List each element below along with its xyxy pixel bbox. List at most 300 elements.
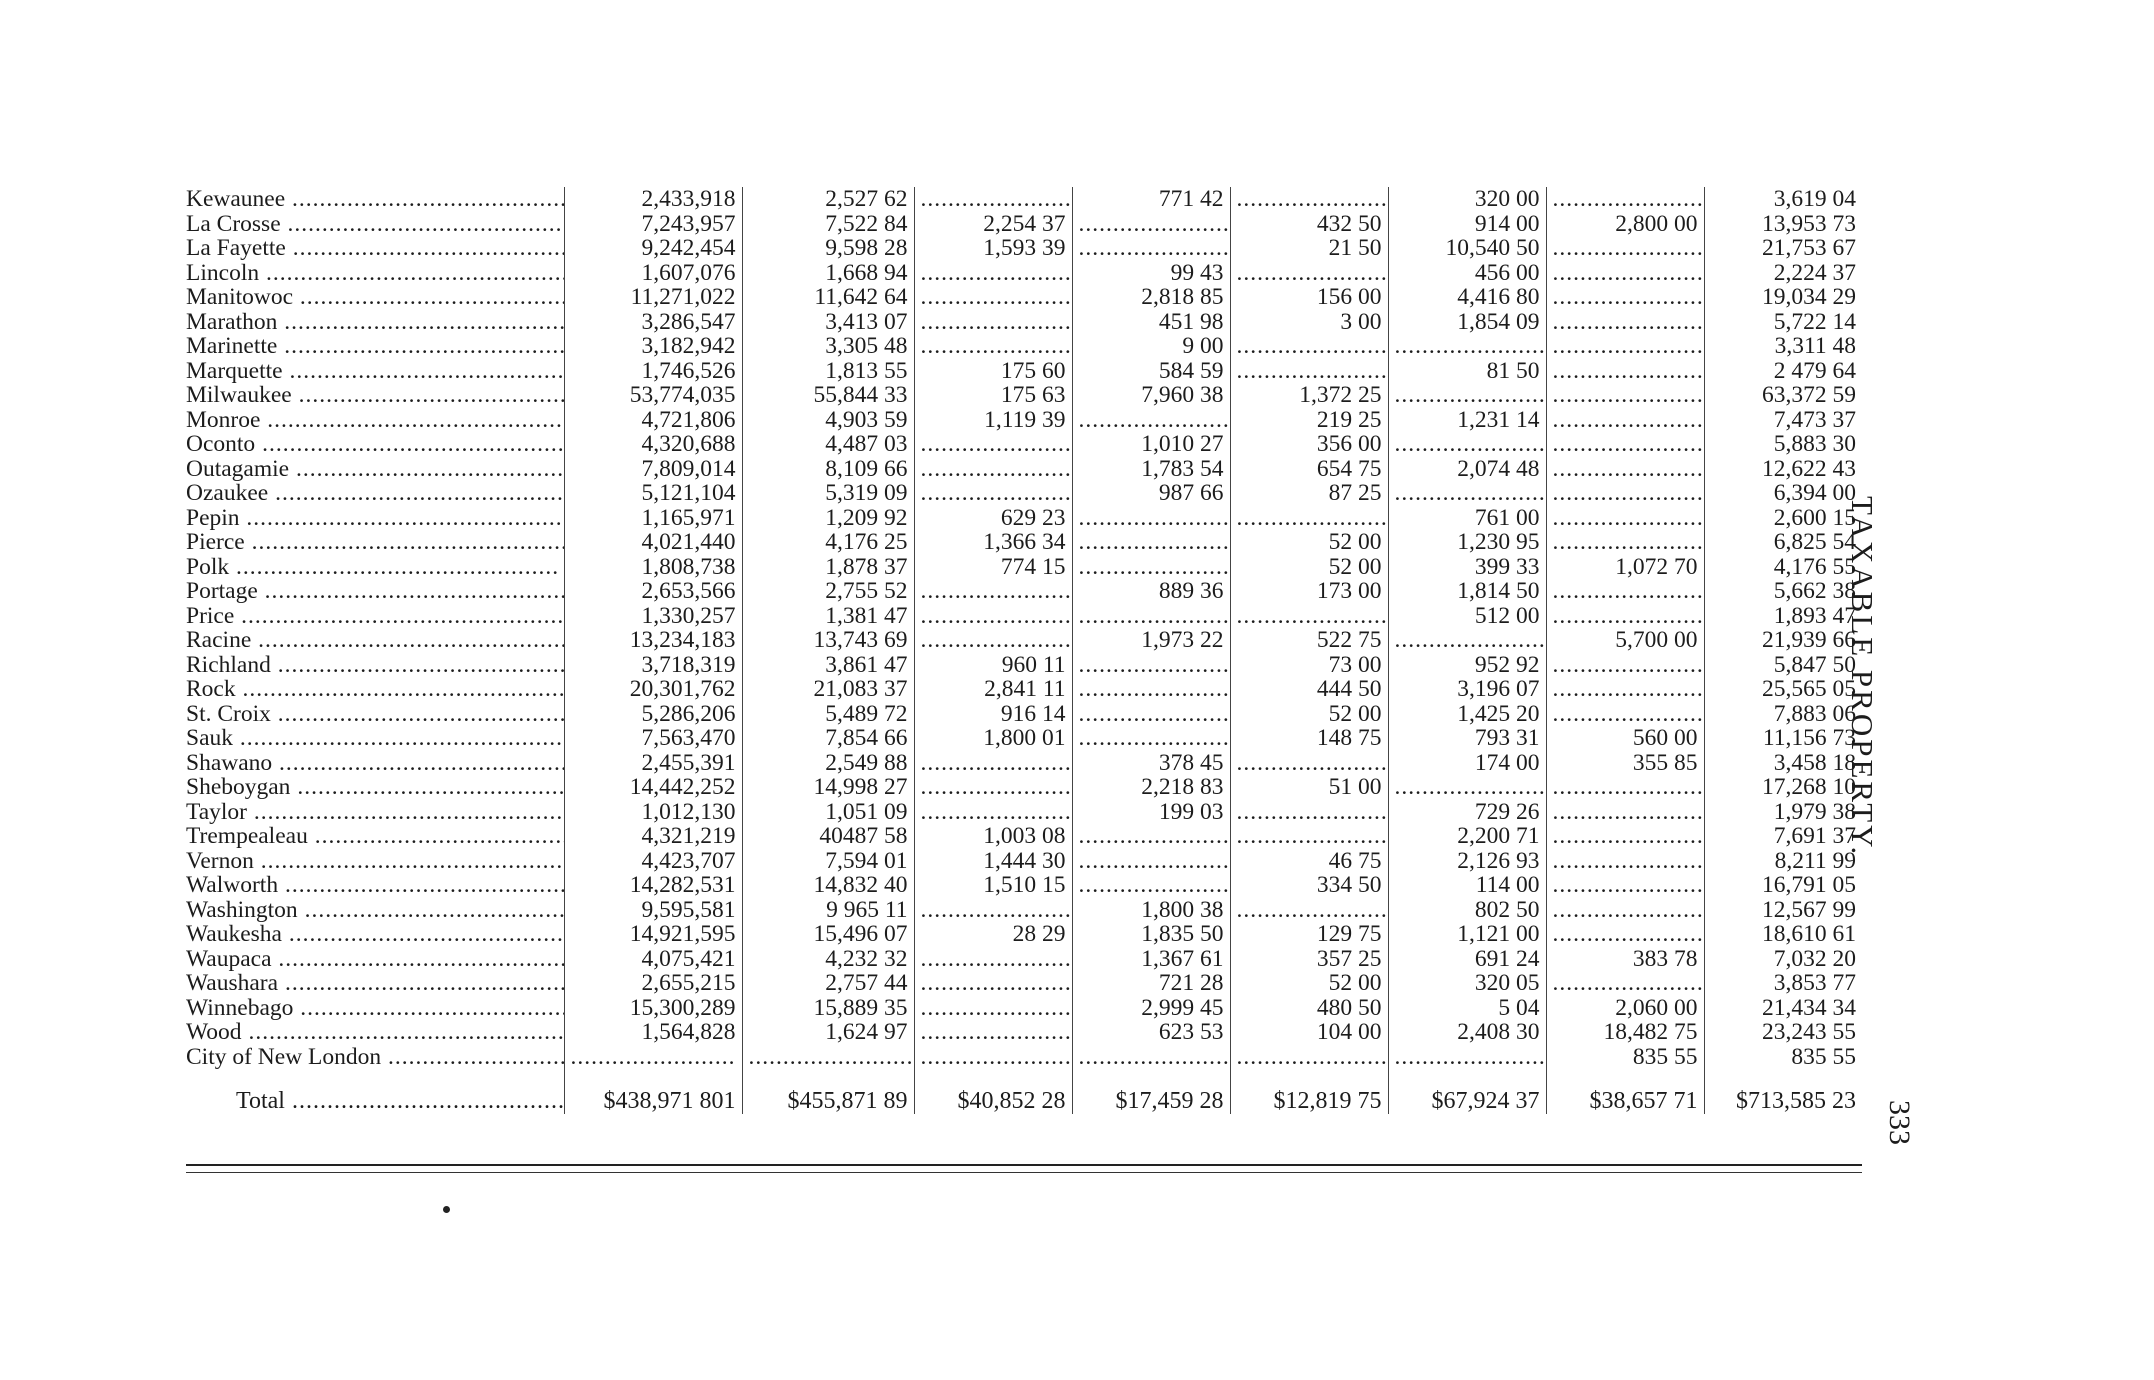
value-col-3 <box>914 800 1072 825</box>
value-col-1: 7,563,470 <box>564 726 742 751</box>
county-name: Waukesha ..... <box>186 922 564 947</box>
value-col-6 <box>1388 383 1546 408</box>
value-col-6: 2,074 48 <box>1388 457 1546 482</box>
value-col-1: 3,182,942 <box>564 334 742 359</box>
value-col-5: 432 50 <box>1230 212 1388 237</box>
value-col-3: 960 11 <box>914 653 1072 678</box>
value-col-4: 7,960 38 <box>1072 383 1230 408</box>
value-col-4: 771 42 <box>1072 187 1230 212</box>
value-col-1: 53,774,035 <box>564 383 742 408</box>
table-row <box>186 457 1862 482</box>
value-col-1: 3,718,319 <box>564 653 742 678</box>
table-row <box>186 481 1862 506</box>
value-col-2 <box>742 1045 914 1070</box>
value-col-2: 55,844 33 <box>742 383 914 408</box>
value-col-5: 52 00 <box>1230 702 1388 727</box>
value-col-3 <box>914 775 1072 800</box>
value-col-6: 174 00 <box>1388 751 1546 776</box>
value-col-2: 3,413 07 <box>742 310 914 335</box>
table-row <box>186 408 1862 433</box>
value-col-1: 2,655,215 <box>564 971 742 996</box>
table-row <box>186 849 1862 874</box>
table-row <box>186 653 1862 678</box>
value-col-6: 1,854 09 <box>1388 310 1546 335</box>
county-name: Racine ..... <box>186 628 564 653</box>
table-row <box>186 334 1862 359</box>
value-col-3: 1,003 08 <box>914 824 1072 849</box>
value-col-8: 7,473 37 <box>1704 408 1862 433</box>
value-col-2: 14,832 40 <box>742 873 914 898</box>
value-col-4: 1,783 54 <box>1072 457 1230 482</box>
table-row <box>186 261 1862 286</box>
value-col-6: 512 00 <box>1388 604 1546 629</box>
value-col-2: 9,598 28 <box>742 236 914 261</box>
value-col-6: 2,126 93 <box>1388 849 1546 874</box>
table-row <box>186 579 1862 604</box>
value-col-7 <box>1546 579 1704 604</box>
value-col-5: 480 50 <box>1230 996 1388 1021</box>
value-col-8: 17,268 10 <box>1704 775 1862 800</box>
value-col-6 <box>1388 432 1546 457</box>
value-col-5 <box>1230 334 1388 359</box>
value-col-5 <box>1230 187 1388 212</box>
table-row <box>186 898 1862 923</box>
value-col-6 <box>1388 628 1546 653</box>
value-col-2: 1,381 47 <box>742 604 914 629</box>
value-col-6: 691 24 <box>1388 947 1546 972</box>
value-col-2: 2,755 52 <box>742 579 914 604</box>
value-col-2: 9 965 11 <box>742 898 914 923</box>
value-col-3: 1,119 39 <box>914 408 1072 433</box>
value-col-7 <box>1546 310 1704 335</box>
value-col-5 <box>1230 751 1388 776</box>
county-name: Oconto ..... <box>186 432 564 457</box>
county-name: Vernon ..... <box>186 849 564 874</box>
taxable-property-table <box>186 187 1862 1114</box>
value-col-1: 1,012,130 <box>564 800 742 825</box>
value-col-8: 16,791 05 <box>1704 873 1862 898</box>
table-row <box>186 530 1862 555</box>
value-col-5: 52 00 <box>1230 971 1388 996</box>
value-col-2: 5,489 72 <box>742 702 914 727</box>
table-row <box>186 555 1862 580</box>
table-row <box>186 285 1862 310</box>
value-col-2: 40487 58 <box>742 824 914 849</box>
table-row <box>186 824 1862 849</box>
county-name: Pepin ..... <box>186 506 564 531</box>
value-col-1: 2,455,391 <box>564 751 742 776</box>
total-label: Total ..... <box>186 1069 564 1114</box>
county-name: La Crosse ..... <box>186 212 564 237</box>
county-name: Washington ..... <box>186 898 564 923</box>
value-col-8: 835 55 <box>1704 1045 1862 1070</box>
value-col-4 <box>1072 702 1230 727</box>
value-col-8: 63,372 59 <box>1704 383 1862 408</box>
value-col-2: 3,305 48 <box>742 334 914 359</box>
value-col-4: 451 98 <box>1072 310 1230 335</box>
value-col-3: 1,510 15 <box>914 873 1072 898</box>
value-col-1: 4,423,707 <box>564 849 742 874</box>
value-col-4: 2,999 45 <box>1072 996 1230 1021</box>
value-col-8: 11,156 73 <box>1704 726 1862 751</box>
county-name: Polk ..... <box>186 555 564 580</box>
value-col-1: 4,021,440 <box>564 530 742 555</box>
value-col-3 <box>914 481 1072 506</box>
table-row <box>186 187 1862 212</box>
county-name: Waupaca ..... <box>186 947 564 972</box>
value-col-4: 1,367 61 <box>1072 947 1230 972</box>
value-col-6: 729 26 <box>1388 800 1546 825</box>
value-col-1: 7,809,014 <box>564 457 742 482</box>
value-col-8: 4,176 55 <box>1704 555 1862 580</box>
value-col-3 <box>914 261 1072 286</box>
value-col-1: 14,282,531 <box>564 873 742 898</box>
value-col-3 <box>914 334 1072 359</box>
bottom-rule <box>186 1164 1862 1166</box>
value-col-5 <box>1230 824 1388 849</box>
value-col-6: 1,121 00 <box>1388 922 1546 947</box>
value-col-2: 14,998 27 <box>742 775 914 800</box>
value-col-6: 320 05 <box>1388 971 1546 996</box>
value-col-5 <box>1230 800 1388 825</box>
value-col-6: 793 31 <box>1388 726 1546 751</box>
value-col-4: 2,218 83 <box>1072 775 1230 800</box>
value-col-1: 11,271,022 <box>564 285 742 310</box>
value-col-3 <box>914 432 1072 457</box>
value-col-3 <box>914 996 1072 1021</box>
value-col-2: 4,903 59 <box>742 408 914 433</box>
total-row <box>186 1069 1862 1114</box>
value-col-5: 52 00 <box>1230 555 1388 580</box>
value-col-6: 1,231 14 <box>1388 408 1546 433</box>
value-col-6 <box>1388 481 1546 506</box>
value-col-6: 952 92 <box>1388 653 1546 678</box>
value-col-1: 1,607,076 <box>564 261 742 286</box>
value-col-1: 7,243,957 <box>564 212 742 237</box>
value-col-4: 721 28 <box>1072 971 1230 996</box>
value-col-1: 9,242,454 <box>564 236 742 261</box>
value-col-3 <box>914 1045 1072 1070</box>
county-name: Taylor ..... <box>186 800 564 825</box>
value-col-6 <box>1388 1045 1546 1070</box>
table-row <box>186 1020 1862 1045</box>
value-col-5 <box>1230 261 1388 286</box>
county-name: Rock ..... <box>186 677 564 702</box>
value-col-2: 4,487 03 <box>742 432 914 457</box>
value-col-7 <box>1546 824 1704 849</box>
value-col-1: 4,075,421 <box>564 947 742 972</box>
value-col-6: 456 00 <box>1388 261 1546 286</box>
value-col-6: 114 00 <box>1388 873 1546 898</box>
value-col-6: 10,540 50 <box>1388 236 1546 261</box>
value-col-8: 12,622 43 <box>1704 457 1862 482</box>
value-col-8: $713,585 23 <box>1704 1069 1862 1114</box>
value-col-2: 1,051 09 <box>742 800 914 825</box>
value-col-4: 1,835 50 <box>1072 922 1230 947</box>
value-col-3: 2,254 37 <box>914 212 1072 237</box>
value-col-2: 4,176 25 <box>742 530 914 555</box>
value-col-8: 3,458 18 <box>1704 751 1862 776</box>
value-col-1: 5,286,206 <box>564 702 742 727</box>
value-col-3 <box>914 310 1072 335</box>
value-col-3: 1,800 01 <box>914 726 1072 751</box>
value-col-3: 1,593 39 <box>914 236 1072 261</box>
value-col-7 <box>1546 187 1704 212</box>
value-col-3: 774 15 <box>914 555 1072 580</box>
value-col-7 <box>1546 383 1704 408</box>
value-col-7: 1,072 70 <box>1546 555 1704 580</box>
table-row <box>186 310 1862 335</box>
county-name: Shawano ..... <box>186 751 564 776</box>
value-col-4 <box>1072 653 1230 678</box>
value-col-8: 3,619 04 <box>1704 187 1862 212</box>
value-col-8: 21,939 66 <box>1704 628 1862 653</box>
county-name: Trempealeau ..... <box>186 824 564 849</box>
table-row <box>186 775 1862 800</box>
value-col-8: 7,032 20 <box>1704 947 1862 972</box>
table-row <box>186 873 1862 898</box>
value-col-4: 623 53 <box>1072 1020 1230 1045</box>
value-col-7 <box>1546 922 1704 947</box>
value-col-8: 7,691 37 <box>1704 824 1862 849</box>
value-col-8: 5,722 14 <box>1704 310 1862 335</box>
value-col-3 <box>914 947 1072 972</box>
value-col-3 <box>914 579 1072 604</box>
value-col-3: 916 14 <box>914 702 1072 727</box>
value-col-4 <box>1072 555 1230 580</box>
value-col-6: 2,200 71 <box>1388 824 1546 849</box>
value-col-2: 7,594 01 <box>742 849 914 874</box>
value-col-7 <box>1546 261 1704 286</box>
value-col-8: 1,979 38 <box>1704 800 1862 825</box>
table-row <box>186 800 1862 825</box>
value-col-4: 2,818 85 <box>1072 285 1230 310</box>
value-col-3: 1,366 34 <box>914 530 1072 555</box>
value-col-5: 104 00 <box>1230 1020 1388 1045</box>
value-col-6: 1,814 50 <box>1388 579 1546 604</box>
value-col-8: 19,034 29 <box>1704 285 1862 310</box>
table-row <box>186 751 1862 776</box>
county-name: Ozaukee ..... <box>186 481 564 506</box>
value-col-7 <box>1546 775 1704 800</box>
value-col-7: 2,060 00 <box>1546 996 1704 1021</box>
value-col-3: $40,852 28 <box>914 1069 1072 1114</box>
value-col-8: 3,311 48 <box>1704 334 1862 359</box>
value-col-3 <box>914 971 1072 996</box>
value-col-3 <box>914 628 1072 653</box>
value-col-5: 46 75 <box>1230 849 1388 874</box>
table-row <box>186 971 1862 996</box>
value-col-4 <box>1072 824 1230 849</box>
value-col-4 <box>1072 530 1230 555</box>
value-col-7 <box>1546 898 1704 923</box>
value-col-5: 129 75 <box>1230 922 1388 947</box>
value-col-5: 356 00 <box>1230 432 1388 457</box>
county-name: Wood ..... <box>186 1020 564 1045</box>
county-name: Sheboygan ..... <box>186 775 564 800</box>
value-col-8: 6,394 00 <box>1704 481 1862 506</box>
value-col-4 <box>1072 604 1230 629</box>
table-row <box>186 604 1862 629</box>
value-col-7 <box>1546 481 1704 506</box>
table-body <box>186 187 1862 1114</box>
value-col-5: 654 75 <box>1230 457 1388 482</box>
value-col-1: 1,330,257 <box>564 604 742 629</box>
table-row <box>186 677 1862 702</box>
county-name: Waushara ..... <box>186 971 564 996</box>
table-row <box>186 383 1862 408</box>
value-col-2: 8,109 66 <box>742 457 914 482</box>
value-col-2: 4,232 32 <box>742 947 914 972</box>
value-col-7: 18,482 75 <box>1546 1020 1704 1045</box>
value-col-6: 5 04 <box>1388 996 1546 1021</box>
running-head: TAXABLE PROPERTY. <box>1845 496 1880 858</box>
value-col-5: 444 50 <box>1230 677 1388 702</box>
value-col-1: 4,321,219 <box>564 824 742 849</box>
value-col-7 <box>1546 408 1704 433</box>
value-col-5: 156 00 <box>1230 285 1388 310</box>
value-col-6: 1,230 95 <box>1388 530 1546 555</box>
value-col-3 <box>914 187 1072 212</box>
value-col-2: 1,668 94 <box>742 261 914 286</box>
value-col-3: 629 23 <box>914 506 1072 531</box>
county-name: Milwaukee ..... <box>186 383 564 408</box>
county-name: Price ..... <box>186 604 564 629</box>
value-col-5: 3 00 <box>1230 310 1388 335</box>
value-col-7 <box>1546 873 1704 898</box>
value-col-5: 173 00 <box>1230 579 1388 604</box>
value-col-1 <box>564 1045 742 1070</box>
county-name: Marinette ..... <box>186 334 564 359</box>
value-col-4: 9 00 <box>1072 334 1230 359</box>
value-col-5 <box>1230 604 1388 629</box>
value-col-3 <box>914 751 1072 776</box>
value-col-8: 13,953 73 <box>1704 212 1862 237</box>
value-col-7 <box>1546 457 1704 482</box>
county-name: Winnebago ..... <box>186 996 564 1021</box>
value-col-2: 3,861 47 <box>742 653 914 678</box>
value-col-6 <box>1388 775 1546 800</box>
value-col-5: 357 25 <box>1230 947 1388 972</box>
value-col-1: 1,564,828 <box>564 1020 742 1045</box>
value-col-5: 522 75 <box>1230 628 1388 653</box>
ink-speck <box>443 1206 450 1213</box>
value-col-7 <box>1546 506 1704 531</box>
table-row <box>186 1045 1862 1070</box>
value-col-7: 2,800 00 <box>1546 212 1704 237</box>
value-col-5: 21 50 <box>1230 236 1388 261</box>
value-col-6: 761 00 <box>1388 506 1546 531</box>
county-name: Kewaunee ..... <box>186 187 564 212</box>
value-col-8: 25,565 05 <box>1704 677 1862 702</box>
value-col-2: 1,878 37 <box>742 555 914 580</box>
value-col-2: 7,854 66 <box>742 726 914 751</box>
value-col-7 <box>1546 530 1704 555</box>
value-col-7 <box>1546 702 1704 727</box>
value-col-4 <box>1072 726 1230 751</box>
value-col-8: 7,883 06 <box>1704 702 1862 727</box>
value-col-8: 5,662 38 <box>1704 579 1862 604</box>
value-col-8: 21,434 34 <box>1704 996 1862 1021</box>
value-col-6: $67,924 37 <box>1388 1069 1546 1114</box>
value-col-2: 15,496 07 <box>742 922 914 947</box>
county-name: Monroe ..... <box>186 408 564 433</box>
value-col-6 <box>1388 334 1546 359</box>
value-col-1: 1,808,738 <box>564 555 742 580</box>
value-col-2: 1,813 55 <box>742 359 914 384</box>
value-col-3 <box>914 285 1072 310</box>
value-col-6: 3,196 07 <box>1388 677 1546 702</box>
value-col-6: 320 00 <box>1388 187 1546 212</box>
value-col-5 <box>1230 898 1388 923</box>
county-name: Lincoln ..... <box>186 261 564 286</box>
value-col-2: 11,642 64 <box>742 285 914 310</box>
table-row <box>186 947 1862 972</box>
value-col-5: 334 50 <box>1230 873 1388 898</box>
value-col-4: 99 43 <box>1072 261 1230 286</box>
value-col-4 <box>1072 1045 1230 1070</box>
value-col-5 <box>1230 359 1388 384</box>
value-col-1: 4,320,688 <box>564 432 742 457</box>
value-col-6: 4,416 80 <box>1388 285 1546 310</box>
value-col-2: 2,757 44 <box>742 971 914 996</box>
value-col-8: 5,847 50 <box>1704 653 1862 678</box>
value-col-4: 889 36 <box>1072 579 1230 604</box>
table-row <box>186 702 1862 727</box>
value-col-3: 175 63 <box>914 383 1072 408</box>
county-name: Portage ..... <box>186 579 564 604</box>
value-col-2: $455,871 89 <box>742 1069 914 1114</box>
value-col-7: 560 00 <box>1546 726 1704 751</box>
value-col-8: 2 479 64 <box>1704 359 1862 384</box>
value-col-8: 6,825 54 <box>1704 530 1862 555</box>
value-col-4 <box>1072 408 1230 433</box>
value-col-8: 1,893 47 <box>1704 604 1862 629</box>
value-col-1: $438,971 801 <box>564 1069 742 1114</box>
value-col-1: 1,746,526 <box>564 359 742 384</box>
value-col-5 <box>1230 506 1388 531</box>
value-col-7 <box>1546 800 1704 825</box>
table-row <box>186 628 1862 653</box>
value-col-3 <box>914 457 1072 482</box>
value-col-3 <box>914 898 1072 923</box>
county-name: Pierce ..... <box>186 530 564 555</box>
value-col-5: 52 00 <box>1230 530 1388 555</box>
county-name: La Fayette ..... <box>186 236 564 261</box>
county-name: City of New London ..... <box>186 1045 564 1070</box>
value-col-7 <box>1546 971 1704 996</box>
county-name: St. Croix ..... <box>186 702 564 727</box>
value-col-1: 3,286,547 <box>564 310 742 335</box>
county-name: Walworth ..... <box>186 873 564 898</box>
table-row <box>186 212 1862 237</box>
value-col-4 <box>1072 677 1230 702</box>
value-col-2: 21,083 37 <box>742 677 914 702</box>
value-col-4: $17,459 28 <box>1072 1069 1230 1114</box>
value-col-2: 13,743 69 <box>742 628 914 653</box>
value-col-3 <box>914 604 1072 629</box>
value-col-4: 987 66 <box>1072 481 1230 506</box>
value-col-1: 5,121,104 <box>564 481 742 506</box>
county-name: Outagamie ..... <box>186 457 564 482</box>
value-col-1: 13,234,183 <box>564 628 742 653</box>
county-name: Marquette ..... <box>186 359 564 384</box>
value-col-4: 1,973 22 <box>1072 628 1230 653</box>
value-col-5: 73 00 <box>1230 653 1388 678</box>
value-col-8: 18,610 61 <box>1704 922 1862 947</box>
value-col-8: 2,224 37 <box>1704 261 1862 286</box>
table-row <box>186 506 1862 531</box>
